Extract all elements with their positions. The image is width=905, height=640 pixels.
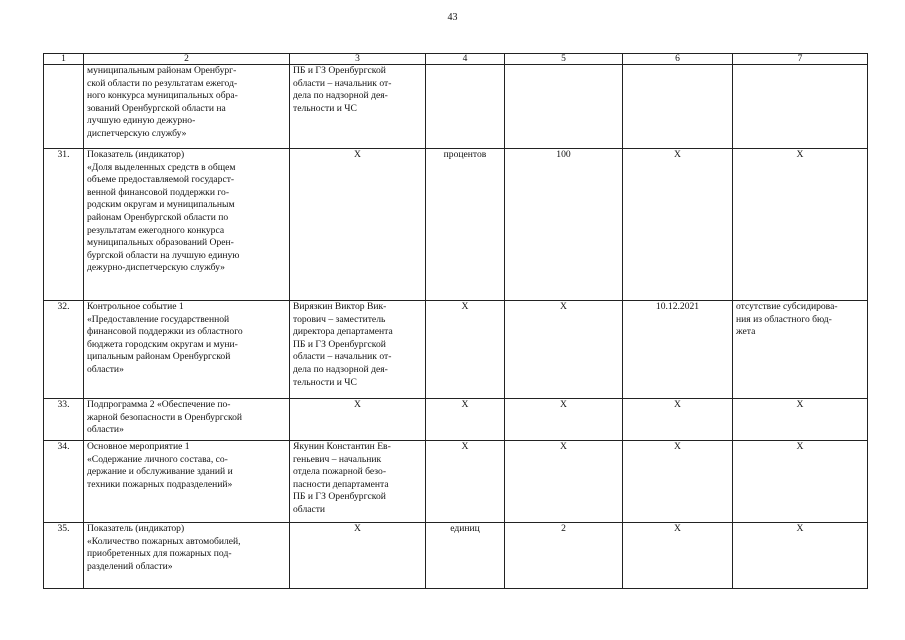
table-row	[44, 301, 868, 399]
row-value: 100	[505, 149, 623, 301]
row-number: 32.	[44, 301, 84, 399]
row-name: Подпрограмма 2 «Обеспечение по- жарной безопасности в Оренбургской области»	[84, 399, 290, 441]
table-row	[44, 399, 868, 441]
row-note: Х	[733, 523, 868, 589]
row-name: Основное мероприятие 1 «Содержание личного состава, со- держание и обслуживание зданий и техники пожарных подразделений»	[84, 441, 290, 523]
row-value: Х	[505, 441, 623, 523]
row-unit: Х	[426, 301, 505, 399]
row-number: 33.	[44, 399, 84, 441]
row-value: Х	[505, 301, 623, 399]
row-name: Показатель (индикатор) «Количество пожарных автомобилей, приобретенных для пожарных под- разделений области»	[84, 523, 290, 589]
table-header-row	[44, 54, 868, 65]
row-name: муниципальным районам Оренбург- ской области по результатам ежегод- ного конкурса муниципальных обра- зований Оренбургской области на лучшую единую дежурно- диспетчерскую службу»	[84, 65, 290, 149]
row-responsible: Якунин Константин Ев- геньевич – начальник отдела пожарной безо- пасности департамента ПБ и ГЗ Оренбургской области	[290, 441, 426, 523]
row-name: Контрольное событие 1 «Предоставление государственной финансовой поддержки из областного бюджета городским округам и муни- ципальным районам Оренбургской области»	[84, 301, 290, 399]
column-header: 1	[44, 54, 84, 65]
row-responsible: Х	[290, 523, 426, 589]
row-responsible: Вирязкин Виктор Вик- торович – заместитель директора департамента ПБ и ГЗ Оренбургской области – начальник от- дела по надзорной дея- тельности и ЧС	[290, 301, 426, 399]
page-number: 43	[447, 12, 458, 23]
row-value: Х	[505, 399, 623, 441]
row-responsible: Х	[290, 399, 426, 441]
column-header: 5	[505, 54, 623, 65]
row-unit: Х	[426, 441, 505, 523]
row-unit: Х	[426, 399, 505, 441]
column-header: 4	[426, 54, 505, 65]
table-row	[44, 149, 868, 301]
column-header: 7	[733, 54, 868, 65]
table-row	[44, 441, 868, 523]
row-date	[623, 65, 733, 149]
row-responsible: ПБ и ГЗ Оренбургской области – начальник от- дела по надзорной дея- тельности и ЧС	[290, 65, 426, 149]
column-header: 2	[84, 54, 290, 65]
row-date: 10.12.2021	[623, 301, 733, 399]
row-value	[505, 65, 623, 149]
row-date: Х	[623, 441, 733, 523]
row-unit: единиц	[426, 523, 505, 589]
row-number	[44, 65, 84, 149]
row-unit: процентов	[426, 149, 505, 301]
row-note: Х	[733, 149, 868, 301]
row-date: Х	[623, 523, 733, 589]
row-name: Показатель (индикатор) «Доля выделенных средств в общем объеме предоставляемой государст- венной финансовой поддержки го- родским округам и муниципальным районам Оренбургской области по результатам ежегодного конкурса муниципальных образований Орен- бургской области на лучшую единую дежурно-диспетчерскую службу»	[84, 149, 290, 301]
column-header: 3	[290, 54, 426, 65]
row-note: отсутствие субсидирова- ния из областного бюд- жета	[733, 301, 868, 399]
row-note	[733, 65, 868, 149]
row-note: Х	[733, 441, 868, 523]
table-row	[44, 65, 868, 149]
row-date: Х	[623, 149, 733, 301]
row-number: 34.	[44, 441, 84, 523]
table-row	[44, 523, 868, 589]
plan-table	[43, 53, 868, 589]
row-note: Х	[733, 399, 868, 441]
row-responsible: Х	[290, 149, 426, 301]
row-value: 2	[505, 523, 623, 589]
column-header: 6	[623, 54, 733, 65]
row-number: 31.	[44, 149, 84, 301]
row-number: 35.	[44, 523, 84, 589]
row-date: Х	[623, 399, 733, 441]
row-unit	[426, 65, 505, 149]
